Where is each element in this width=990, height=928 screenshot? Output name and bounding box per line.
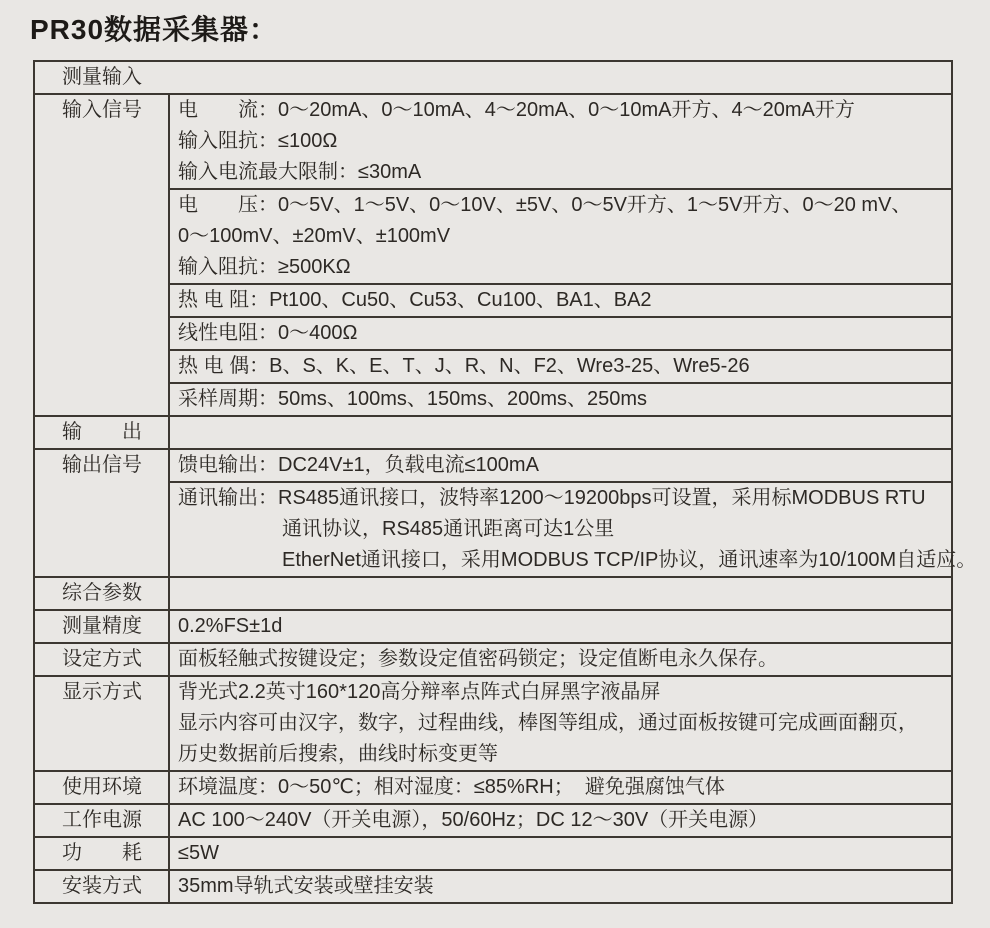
current-impedance-line: 输入阻抗：≤100Ω xyxy=(178,130,338,152)
output-header-empty-cell xyxy=(168,417,951,448)
voltage-impedance-line: 输入阻抗：≥500KΩ xyxy=(178,256,351,278)
row-label-output-signal: 输出信号 xyxy=(62,454,142,476)
consumption-content xyxy=(168,838,951,869)
cell-display xyxy=(170,677,951,770)
page-title: PR30数据采集器： xyxy=(30,14,279,45)
section-header-measure-input: 测量输入 xyxy=(62,66,142,88)
display-line-1: 背光式2.2英寸160*120高分辩率点阵式白屏黑字液晶屏 xyxy=(178,681,661,703)
row-consumption xyxy=(35,836,951,869)
accuracy-value: 0.2%FS±1d xyxy=(178,615,283,637)
installation-value: 35mm导轨式安装或壁挂安装 xyxy=(178,875,434,897)
voltage-line-2: 0～100mV、±20mV、±100mV xyxy=(178,225,451,247)
setting-value: 面板轻触式按键设定；参数设定值密码锁定；设定值断电永久保存。 xyxy=(178,648,778,670)
cell-consumption xyxy=(170,838,951,869)
display-line-3: 历史数据前后搜索，曲线时标变更等 xyxy=(178,743,498,765)
row-label-power: 工作电源 xyxy=(62,809,142,831)
row-label-accuracy: 测量精度 xyxy=(62,615,142,637)
rtd-line: 热 电 阻：Pt100、Cu50、Cu53、Cu100、BA1、BA2 xyxy=(178,289,652,311)
display-line-2: 显示内容可由汉字，数字，过程曲线，棒图等组成，通过面板按键可完成画面翻页， xyxy=(178,712,918,734)
cell-setting xyxy=(170,644,951,675)
environment-content xyxy=(168,772,951,803)
thermocouple-line: 热 电 偶：B、S、K、E、T、J、R、N、F2、Wre3-25、Wre5-26 xyxy=(178,355,750,377)
accuracy-content xyxy=(168,611,951,642)
row-label-setting: 设定方式 xyxy=(62,648,142,670)
empty-line xyxy=(178,417,945,448)
cell-power-feed xyxy=(170,450,951,481)
row-label-input-signal: 输入信号 xyxy=(62,99,142,121)
output-signal-content xyxy=(168,450,977,576)
empty-line xyxy=(178,578,945,609)
setting-content xyxy=(168,644,951,675)
linear-resistance-line: 线性电阻：0～400Ω xyxy=(178,322,358,344)
cell-power xyxy=(170,805,951,836)
sampling-period-line: 采样周期：50ms、100ms、150ms、200ms、250ms xyxy=(178,388,648,410)
row-output-header xyxy=(35,415,951,448)
cell-rtd xyxy=(170,283,951,316)
row-label-installation: 安装方式 xyxy=(62,875,142,897)
communication-line-2: 通讯协议，RS485通讯距离可达1公里 xyxy=(282,518,615,540)
cell-installation xyxy=(170,871,951,902)
power-value: AC 100～240V（开关电源），50/60Hz；DC 12～30V（开关电源） xyxy=(178,809,769,831)
row-input-signal xyxy=(35,93,951,415)
row-label-environment: 使用环境 xyxy=(62,776,142,798)
row-output-signal xyxy=(35,448,977,576)
cell-current xyxy=(170,95,951,188)
row-general-params-header xyxy=(35,576,951,609)
communication-line-3: EtherNet通讯接口，采用MODBUS TCP/IP协议，通讯速率为10/100M自适应。 xyxy=(282,549,977,571)
row-setting xyxy=(35,642,951,675)
environment-value: 环境温度：0～50℃；相对湿度：≤85%RH； 避免强腐蚀气体 xyxy=(178,776,725,798)
power-feed-line: 馈电输出：DC24V±1，负载电流≤100mA xyxy=(178,454,539,476)
current-line: 电 流：0～20mA、0～10mA、4～20mA、0～10mA开方、4～20mA开方 xyxy=(178,99,855,121)
consumption-value: ≤5W xyxy=(178,842,219,864)
cell-environment xyxy=(170,772,951,803)
section-header-output: 输 出 xyxy=(62,421,142,443)
row-measure-input-header xyxy=(35,62,951,93)
input-signal-content xyxy=(168,95,951,415)
row-accuracy xyxy=(35,609,951,642)
row-label-consumption: 功 耗 xyxy=(62,842,142,864)
row-display xyxy=(35,675,951,770)
cell-linear-resistance xyxy=(170,316,951,349)
cell-accuracy xyxy=(170,611,951,642)
display-content xyxy=(168,677,951,770)
row-environment xyxy=(35,770,951,803)
installation-content xyxy=(168,871,951,902)
spec-table xyxy=(33,60,977,904)
row-label-display: 显示方式 xyxy=(62,681,142,703)
current-limit-line: 输入电流最大限制：≤30mA xyxy=(178,161,422,183)
power-content xyxy=(168,805,951,836)
row-installation xyxy=(35,869,951,902)
section-header-general-params: 综合参数 xyxy=(62,582,142,604)
communication-line-1: 通讯输出：RS485通讯接口，波特率1200～19200bps可设置，采用标MODBUS RTU xyxy=(178,487,926,509)
cell-thermocouple xyxy=(170,349,951,382)
cell-sampling-period xyxy=(170,382,951,415)
cell-communication xyxy=(170,481,977,576)
row-power xyxy=(35,803,951,836)
voltage-line-1: 电 压：0～5V、1～5V、0～10V、±5V、0～5V开方、1～5V开方、0～20 mV、 xyxy=(178,194,912,216)
cell-voltage xyxy=(170,188,951,283)
empty-cell xyxy=(170,417,951,448)
general-params-empty-cell xyxy=(168,578,951,609)
empty-cell xyxy=(170,578,951,609)
